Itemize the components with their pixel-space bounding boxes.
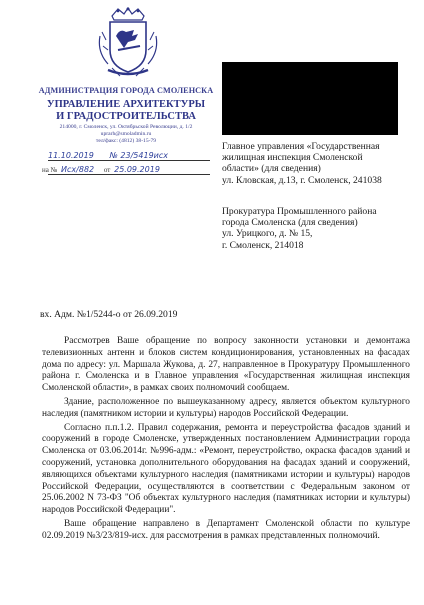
phone-line: тел/факс: (4812) 38-15-79 [95,138,157,144]
recipient-block [222,141,412,186]
reply-date: 25.09.2019 [114,165,160,174]
body-paragraph: Ваше обращение направлено в Департамент Смоленской области по культуре 02.09.2019 №3/23/819-исх. для рассмотрения в рамках представленных полномочий. [42,518,410,541]
letterhead-address [26,124,226,145]
dept-title-line1: УПРАВЛЕНИЕ АРХИТЕКТУРЫ [46,99,206,110]
body-paragraph: Здание, расположенное по вышеуказанному адресу, является объектом культурного наследия (памятником истории и культуры) народов Российской Федерации. [42,396,410,419]
redacted-block [222,62,398,135]
recipient-line: области» (для сведения) [222,163,321,175]
recipient-line: Прокуратура Промышленного района [222,206,377,217]
reply-from: от [103,166,111,174]
body-paragraph: Рассмотрев Ваше обращение по вопросу законности установки и демонтажа телевизионных антенн и блоков систем кондиционирования, установленных на фасадах дома по адресу: ул. Маршала Жукова, д. 27, направленное в Прокуратуру Промышленного района г. Смоленска и в Главное управления «Государственная жилищная инспекция Смоленской области», в рамках своих полномочий сообщаем. [42,336,410,394]
reply-number: Исх/882 [61,165,95,174]
recipient-line: ул. Урицкого, д. № 15, [222,228,313,240]
dept-title [26,99,226,123]
reply-reference-line [42,165,210,174]
recipient-line: города Смоленска (для сведения) [222,217,358,229]
letter-body [42,336,410,545]
recipient-line: ул. Кловская, д.13, г. Смоленск, 241038 [222,174,382,186]
email-line: uprarh@smoladmin.ru [100,131,152,137]
outgoing-date-line [42,151,210,160]
recipient-block [222,206,412,251]
address-line: 214000, г. Смоленск, ул. Октябрьской Революции, д. 1/2 [59,124,193,130]
reply-prefix: на № [42,166,58,174]
recipient-line: г. Смоленск, 214018 [222,239,304,251]
outgoing-date: 11.10.2019 [48,151,94,160]
incoming-reference: вх. Адм. №1/5244-о от 26.09.2019 [40,309,178,320]
body-paragraph: Согласно п.п.1.2. Правил содержания, ремонта и переустройства фасадов зданий и сооружений в городе Смоленске, утвержденных постановлением Администрации города Смоленска от 03.06.2014г. №996-адм.: «Ремонт, переустройство, окраска фасадов зданий и сооружений, установка дополнительного оборудования на фасадах зданий и сооружений, являющихся объектами культурного наследия (памятниками истории и культуры) народов Российской Федерации, осуществляются в соответствии с Федеральным законом от 25.06.2002 N 73-ФЗ "Об объектах культурного наследия (памятниках истории и культуры) народов Российской Федерации". [42,422,410,516]
smolensk-coat-of-arms-icon [98,6,158,80]
dept-title-line2: И ГРАДОСТРОИТЕЛЬСТВА [56,111,196,122]
outgoing-number: № 23/5419исх [109,151,168,160]
recipient-line: Главное управления «Государственная [222,141,380,152]
recipient-line: жилищная инспекция Смоленской [222,152,363,164]
admin-title: АДМИНИСТРАЦИЯ ГОРОДА СМОЛЕНСКА [38,86,214,95]
